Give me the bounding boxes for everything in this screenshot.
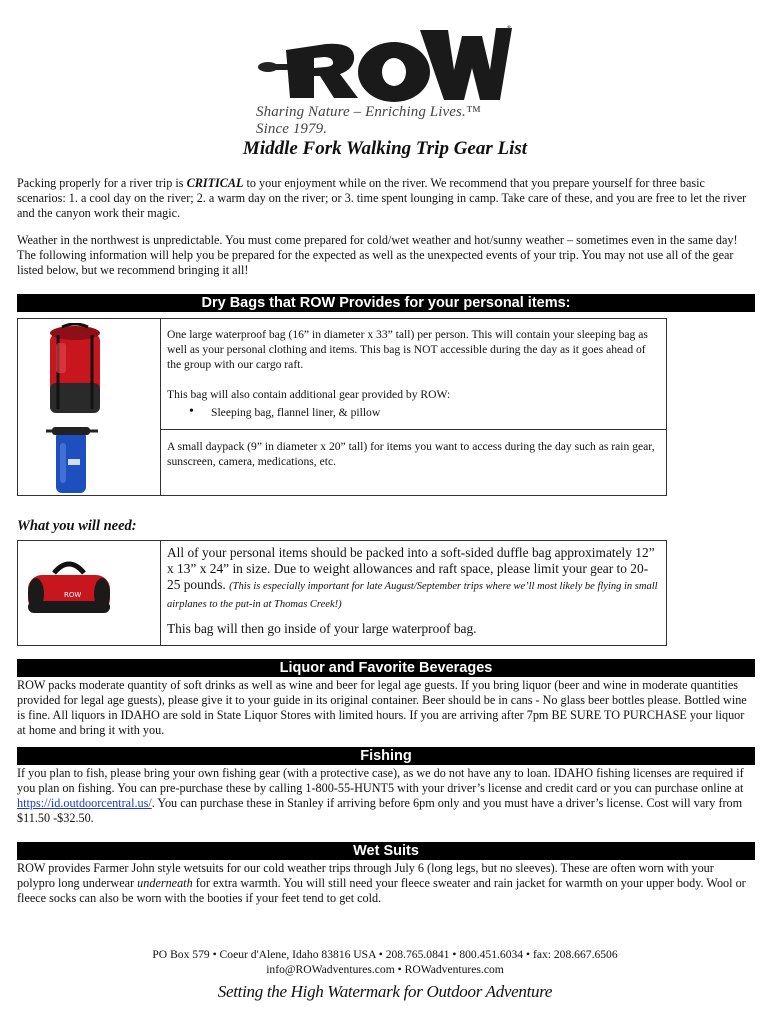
wet-suits-emphasis: underneath <box>137 876 193 890</box>
wet-suits-text-a: ROW provides Farmer John style wetsuits for our cold weather trips through July 6 (long legs, but no sleeves). These are often worn with your polypro long underwear <box>17 861 714 890</box>
footer-contact: info@ROWadventures.com • ROWadventures.com <box>266 963 504 976</box>
section-heading-wet-suits: Wet Suits <box>17 842 755 860</box>
also-contains-label: This bag will also contain additional gear provided by ROW: <box>167 388 451 401</box>
wet-suits-text-b: for extra warmth. You will still need your fleece sweater and rain jacket for warmth on your upper body. Wool or fleece socks can also be worn with the booties if your feet tend to get cold. <box>17 876 746 905</box>
what-you-will-need-heading: What you will need: <box>17 518 137 534</box>
footer-address: PO Box 579 • Coeur d'Alene, Idaho 83816 USA • 208.765.0841 • 800.451.6034 • fax: 208.667.6506 <box>152 948 618 961</box>
svg-text:ROW: ROW <box>64 591 82 599</box>
fishing-paragraph <box>17 766 753 826</box>
small-daypack-image <box>42 423 102 495</box>
duffle-note: (This is especially important for late August/September trips where we’ll most likely be flying in small airplanes to the put-in at Thomas Creek!) <box>167 581 658 610</box>
intro-paragraph <box>17 176 753 221</box>
dry-bags-table <box>17 318 667 496</box>
included-gear-list <box>167 405 657 420</box>
included-gear-item: • Sleeping bag, flannel liner, & pillow <box>167 405 657 420</box>
daypack-description: A small daypack (9” in diameter x 20” tall) for items you want to access during the day such as rain gear, sunscreen, camera, medications, etc. <box>167 440 655 468</box>
wet-suits-paragraph <box>17 861 753 906</box>
intro-emphasis: CRITICAL <box>186 176 244 190</box>
row-logo-graphic <box>256 20 516 104</box>
page-title: Middle Fork Walking Trip Gear List <box>242 138 528 159</box>
duffle-description <box>167 545 659 613</box>
weather-paragraph: Weather in the northwest is unpredictable. You must come prepared for cold/wet weather and hot/sunny weather – sometimes even in the same day! The following information will help you be prepared for the expected as well as the unexpected events of your trip. You may not use all of the gear listed below, but we recommend bringing it all! <box>17 233 738 277</box>
duffle-inside-note: This bag will then go inside of your large waterproof bag. <box>167 621 477 636</box>
section-heading-liquor: Liquor and Favorite Beverages <box>17 659 755 677</box>
large-bag-description: One large waterproof bag (16” in diameter x 33” tall) per person. This will contain your sleeping bag as well as your personal clothing and items. This bag is NOT accessible during the day as it goes ahead of the group with our cargo raft. <box>167 328 648 371</box>
intro-text-a: Packing properly for a river trip is <box>17 176 187 190</box>
fishing-license-link[interactable]: https://id.outdoorcentral.us/ <box>17 796 152 810</box>
liquor-paragraph: ROW packs moderate quantity of soft drinks as well as wine and beer for legal age guests. If you bring liquor (beer and wine in moderate quantities provided for legal age guests), please give it to your guide in its original container. Beer should be in cans - No glass beer bottles please. Bottled wine is fine. All liquors in IDAHO are sold in State Liquor Stores with limited hours. If you are arriving after 7pm BE SURE TO PURCHASE your liquor at home and bring it with you. <box>17 678 747 737</box>
row-logo <box>256 20 516 104</box>
logo-tagline: Sharing Nature – Enriching Lives.™ Since 1979. <box>256 104 481 137</box>
fishing-text-a: If you plan to fish, please bring your own fishing gear (with a protective case), as we do not have any to loan. IDAHO fishing licenses are required if you plan on fishing. You can pre-purchase these by calling 1-800-55-HUNT5 with your driver’s license and credit card or you can purchase online at <box>17 766 744 795</box>
section-heading-fishing: Fishing <box>17 747 755 765</box>
svg-text:®: ® <box>506 25 512 32</box>
section-heading-dry-bags: Dry Bags that ROW Provides for your personal items: <box>17 294 755 312</box>
fishing-text-b: . You can purchase these in Stanley if arriving before 6pm only and you must have a driver’s license. Cost will vary from $11.50 -$32.50. <box>17 796 743 825</box>
duffle-text: All of your personal items should be packed into a soft-sided duffle bag approximately 12” x 13” x 24” in size. Due to weight allowances and raft space, please limit your gear to 20-25 pounds. <box>167 545 655 592</box>
duffle-table <box>17 540 667 646</box>
large-waterproof-bag-image <box>42 323 108 419</box>
footer-motto: Setting the High Watermark for Outdoor Adventure <box>217 982 553 1001</box>
duffle-bag-image <box>24 553 114 619</box>
intro-text-b: to your enjoyment while on the river. We recommend that you prepare yourself for three basic scenarios: 1. a cool day on the river; 2. a warm day on the river; or 3. time spent lounging in camp. Take care of these, and you are free to let the river and the canyon work their magic. <box>17 176 747 220</box>
